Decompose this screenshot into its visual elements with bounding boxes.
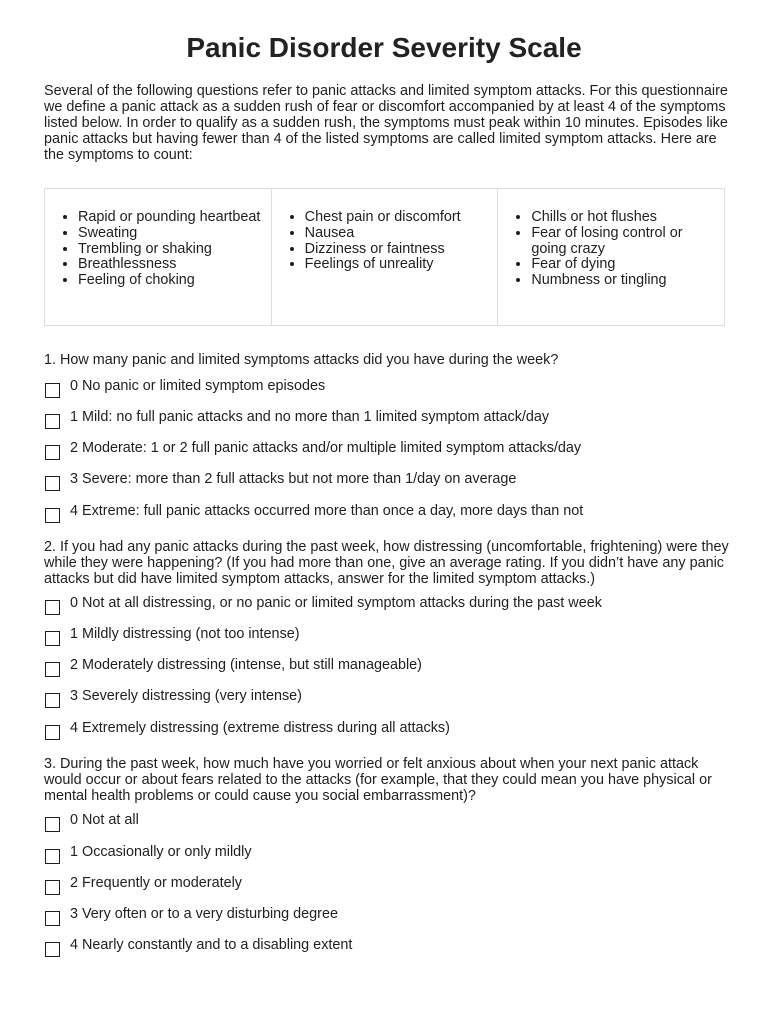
q1-option-0[interactable] [45, 378, 735, 398]
q3-option-3[interactable] [45, 906, 735, 926]
checkbox[interactable] [45, 725, 60, 740]
option-label: 4 Extremely distressing (extreme distress during all attacks) [70, 720, 450, 736]
symptom-item: • Fear of losing control or going crazy [531, 226, 714, 258]
q2-option-4[interactable] [45, 720, 735, 740]
option-label: 3 Very often or to a very disturbing degree [70, 906, 338, 922]
option-label: 4 Extreme: full panic attacks occurred more than once a day, more days than not [70, 503, 584, 519]
q3-option-4[interactable] [45, 937, 735, 957]
checkbox[interactable] [45, 911, 60, 926]
symptom-column [45, 189, 272, 325]
checkbox[interactable] [45, 693, 60, 708]
symptom-item: • Trembling or shaking [78, 242, 261, 258]
checkbox[interactable] [45, 383, 60, 398]
q2-option-1[interactable] [45, 626, 735, 646]
checkbox[interactable] [45, 600, 60, 615]
question-2: 2. If you had any panic attacks during the past week, how distressing (uncomfortable, frightening) were they while they were happening? (If you had more than one, give an average rating. If you didn’t have any panic attacks but did have limited symptom attacks, answer for the limited symptom attacks.) [44, 539, 729, 587]
option-label: 0 Not at all [70, 812, 139, 828]
option-label: 2 Frequently or moderately [70, 875, 242, 891]
symptom-table [44, 188, 725, 326]
symptom-item: • Fear of dying [531, 257, 714, 273]
symptom-item: • Sweating [78, 226, 261, 242]
page-title: Panic Disorder Severity Scale [186, 32, 582, 63]
option-label: 2 Moderate: 1 or 2 full panic attacks and/or multiple limited symptom attacks/day [70, 440, 582, 456]
symptom-item: • Rapid or pounding heartbeat [78, 210, 261, 226]
symptom-item: • Feelings of unreality [305, 257, 488, 273]
option-label: 1 Mildly distressing (not too intense) [70, 626, 300, 642]
q1-option-3[interactable] [45, 471, 735, 491]
q3-option-0[interactable] [45, 812, 735, 832]
symptom-column [498, 189, 724, 325]
option-label: 1 Occasionally or only mildly [70, 844, 252, 860]
checkbox[interactable] [45, 849, 60, 864]
option-label: 1 Mild: no full panic attacks and no more than 1 limited symptom attack/day [70, 409, 550, 425]
checkbox[interactable] [45, 445, 60, 460]
option-label: 3 Severely distressing (very intense) [70, 688, 302, 704]
checkbox[interactable] [45, 414, 60, 429]
checkbox[interactable] [45, 508, 60, 523]
q1-option-1[interactable] [45, 409, 735, 429]
symptom-item: • Chest pain or discomfort [305, 210, 488, 226]
q3-option-1[interactable] [45, 844, 735, 864]
q2-option-0[interactable] [45, 595, 735, 615]
checkbox[interactable] [45, 662, 60, 677]
symptom-column [272, 189, 499, 325]
symptom-item: • Nausea [305, 226, 488, 242]
q1-option-2[interactable] [45, 440, 735, 460]
symptom-item: • Chills or hot flushes [531, 210, 714, 226]
checkbox[interactable] [45, 880, 60, 895]
q2-option-2[interactable] [45, 657, 735, 677]
question-3: 3. During the past week, how much have you worried or felt anxious about when your next panic attack would occur or about fears related to the attacks (for example, that they could mean you have physical or mental health problems or could cause you social embarrassment)? [44, 756, 712, 804]
option-label: 4 Nearly constantly and to a disabling extent [70, 937, 353, 953]
checkbox[interactable] [45, 476, 60, 491]
symptom-item: • Numbness or tingling [531, 273, 714, 289]
option-label: 3 Severe: more than 2 full attacks but not more than 1/day on average [70, 471, 517, 487]
symptom-item: • Feeling of choking [78, 273, 261, 289]
q2-option-3[interactable] [45, 688, 735, 708]
checkbox[interactable] [45, 942, 60, 957]
checkbox[interactable] [45, 631, 60, 646]
symptom-item: • Dizziness or faintness [305, 242, 488, 258]
intro-paragraph: Several of the following questions refer to panic attacks and limited symptom attacks. For this questionnaire we define a panic attack as a sudden rush of fear or discomfort accompanied by at least 4 of the symptoms listed below. In order to qualify as a sudden rush, the symptoms must peak within 10 minutes. Episodes like panic attacks but having fewer than 4 of the listed symptoms are called limited symptom attacks. Here are the symptoms to count: [44, 83, 728, 163]
option-label: 0 No panic or limited symptom episodes [70, 378, 326, 394]
option-label: 0 Not at all distressing, or no panic or limited symptom attacks during the past week [70, 595, 602, 611]
symptom-item: • Breathlessness [78, 257, 261, 273]
option-label: 2 Moderately distressing (intense, but still manageable) [70, 657, 422, 673]
checkbox[interactable] [45, 817, 60, 832]
q1-option-4[interactable] [45, 503, 735, 523]
question-1: 1. How many panic and limited symptoms attacks did you have during the week? [44, 352, 559, 368]
q3-option-2[interactable] [45, 875, 735, 895]
